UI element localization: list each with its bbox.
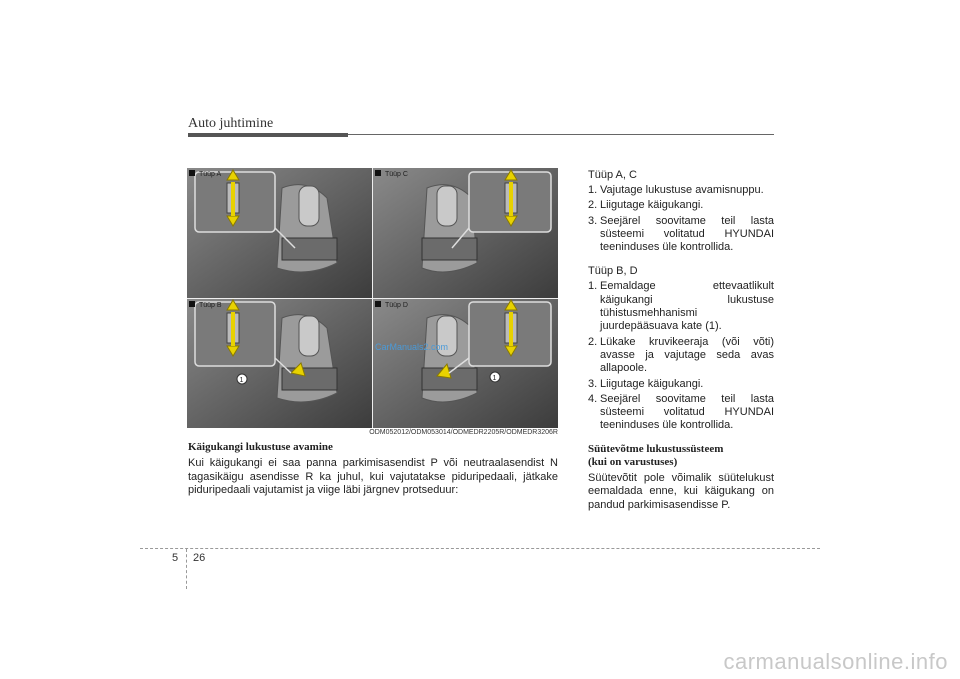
footer-dashed-divider [186, 549, 187, 589]
label-type-c: Tüüp C [385, 171, 408, 178]
gear-lever-illustration [187, 168, 558, 428]
overlay-watermark: CarManuals2.com [375, 342, 449, 352]
list-item: 3. Liigutage käigukangi. [588, 377, 704, 390]
list-item: 2. Liigutage käigukangi. [588, 199, 704, 212]
header-rule-thick [188, 133, 348, 137]
figure-caption: ODM052012/ODM053014/ODMEDR2205R/ODMEDR3206R [369, 429, 558, 436]
shift-lock-paragraph: Kui käigukangi ei saa panna parkimisasendist P või neutraalasendist N tagasikäigu asendisse R ka juhul, kui vajutatakse piduripedaali, jätkake piduripedaali vajutamist ja viige läbi järgnev protseduur: [188, 457, 558, 496]
left-column [188, 441, 558, 498]
list-item: 1. Vajutage lukustuse avamisnuppu. [588, 184, 764, 196]
ignition-lock-paragraph: Süütevõtit pole võimalik süütelukust eemaldada enne, kui käigukang on pandud parkimisasendisse P. [588, 471, 774, 511]
section-heading-ignition-lock: Süütevõtme lukustussüsteem [588, 442, 724, 455]
label-type-a: Tüüp A [199, 171, 222, 178]
label-type-b: Tüüp B [199, 302, 222, 309]
callout-1-d: 1 [492, 375, 497, 382]
group1-steps [588, 184, 774, 254]
list-item: 4. Seejärel soovitame teil lasta süsteemi volitatud HYUNDAI teeninduses üle kontrollida. [588, 392, 774, 432]
section-heading-ignition-lock-sub: (kui on varustuses) [588, 455, 678, 468]
list-item: 3. Seejärel soovitame teil lasta süsteemi volitatud HYUNDAI teeninduses üle kontrollida. [588, 214, 774, 254]
label-type-d: Tüüp D [385, 302, 408, 309]
chapter-number: 5 [172, 552, 179, 564]
group2-title: Tüüp B, D [588, 265, 638, 278]
group2-steps [588, 280, 774, 432]
page-header-title: Auto juhtimine [188, 116, 274, 131]
group1-title: Tüüp A, C [588, 169, 637, 181]
list-item: 2. Lükake kruvikeeraja (või võti) avasse ja vajutage seda avas allapoole. [588, 335, 774, 375]
section-heading-shift-lock: Käigukangi lukustuse avamine [188, 441, 333, 453]
site-watermark: carmanualsonline.info [723, 649, 948, 674]
callout-1-b: 1 [239, 377, 244, 384]
list-item: 1. Eemaldage ettevaatlikult käigukangi lukustuse tühistusmehhanismi juurdepääsuava kate (1). [588, 280, 774, 333]
gear-lever-illustration-svg [187, 168, 558, 428]
page-number: 26 [193, 552, 206, 564]
header-rule-thin [348, 134, 774, 135]
right-column [588, 168, 774, 512]
footer-dashed-rule [140, 548, 820, 549]
